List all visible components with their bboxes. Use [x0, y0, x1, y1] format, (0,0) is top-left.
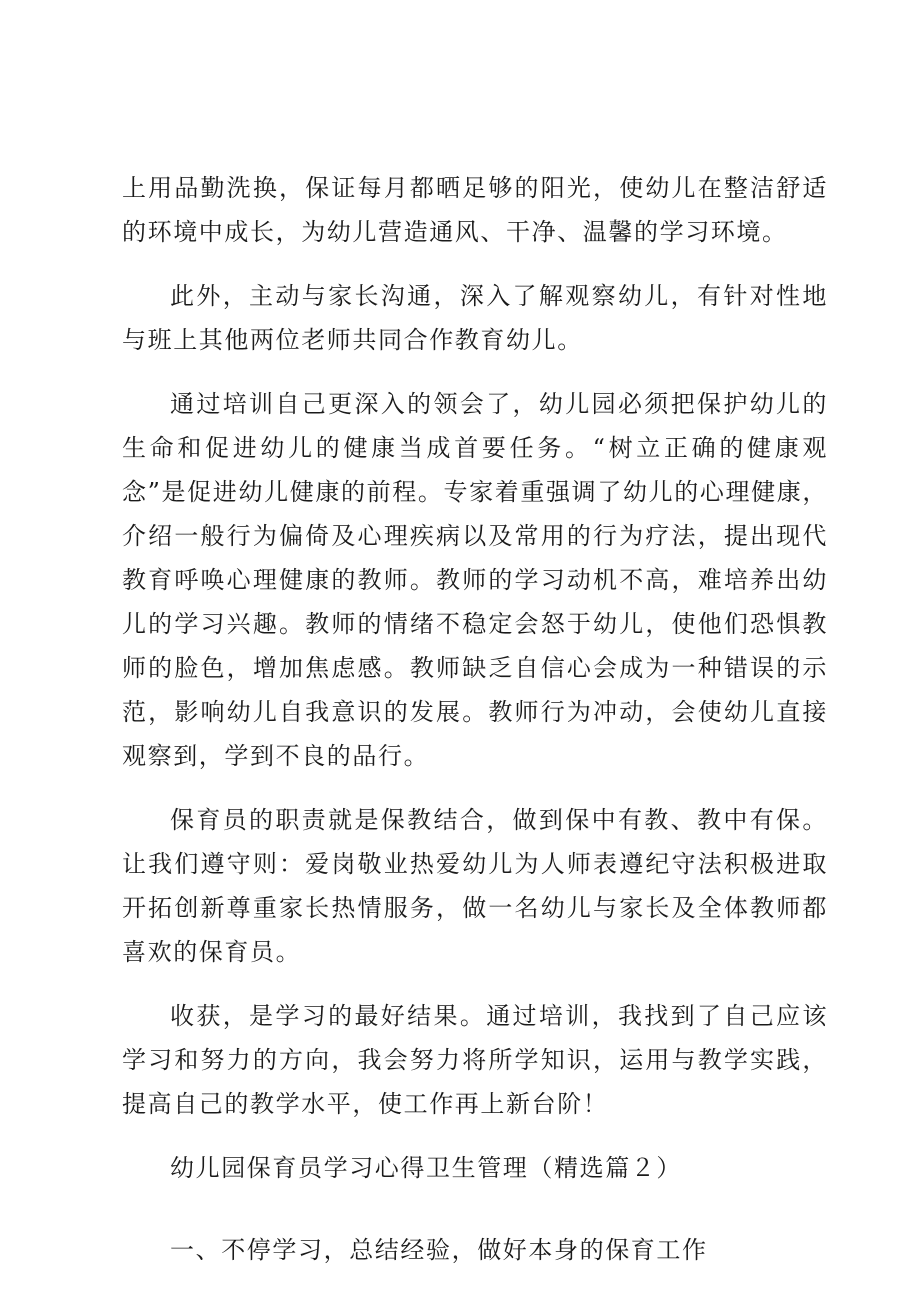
subheading: 一、不停学习，总结经验，做好本身的保育工作: [170, 1236, 708, 1264]
paragraph-parent-communication: 此外，主动与家长沟通，深入了解观察幼儿，有针对性地与班上其他两位老师共同合作教育幼儿。: [122, 282, 828, 354]
document-body: [122, 166, 828, 1310]
paragraph-harvest: 收获，是学习的最好结果。通过培训，我找到了自己应该学习和努力的方向，我会努力将所学知识，运用与教学实践，提高自己的教学水平，使工作再上新台阶！: [122, 1002, 828, 1118]
paragraph-caregiver-duty: 保育员的职责就是保教结合，做到保中有教、教中有保。让我们遵守则：爱岗敬业热爱幼儿为人师表遵纪守法积极进取开拓创新尊重家长热情服务，做一名幼儿与家长及全体教师都喜欢的保育员。: [122, 806, 828, 966]
paragraph-continuation: 上用品勤洗换，保证每月都晒足够的阳光，使幼儿在整洁舒适的环境中成长，为幼儿营造通风、干净、温馨的学习环境。: [122, 174, 828, 246]
section-title: 幼儿园保育员学习心得卫生管理（精选篇２）: [170, 1154, 682, 1182]
paragraph-training-insight: 通过培训自己更深入的领会了，幼儿园必须把保护幼儿的生命和促进幼儿的健康当成首要任务。“树立正确的健康观念”是促进幼儿健康的前程。专家着重强调了幼儿的心理健康，介绍一般行为偏倚及心理疾病以及常用的行为疗法，提出现代教育呼唤心理健康的教师。教师的学习动机不高，难培养出幼儿的学习兴趣。教师的情绪不稳定会怒于幼儿，使他们恐惧教师的脸色，增加焦虑感。教师缺乏自信心会成为一种错误的示范，影响幼儿自我意识的发展。教师行为冲动，会使幼儿直接观察到，学到不良的品行。: [122, 390, 828, 770]
